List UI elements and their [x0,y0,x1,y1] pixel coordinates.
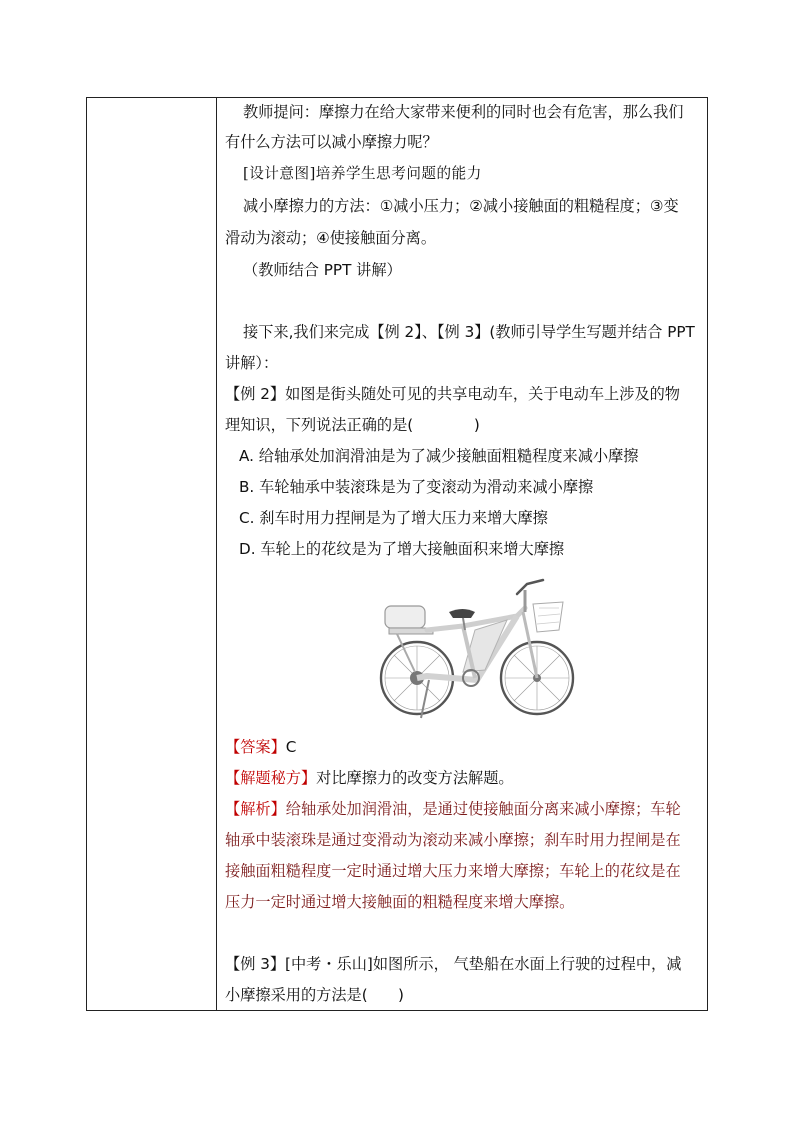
example2-text: 如图是街头随处可见的共享电动车，关于电动车上涉及的物 [285,385,680,403]
solution-tip-line [225,768,699,788]
right-column-cell [217,98,707,1010]
example3-line2: 小摩擦采用的方法是( ) [225,986,404,1004]
example2-line2: 理知识，下列说法正确的是( ) [225,416,480,434]
methods-line2: 滑动为滚动；④使接触面分离。 [225,229,437,247]
option-b: B. 车轮轴承中装滚珠是为了变滚动为滑动来减小摩擦 [239,478,594,496]
answer-tag: 【答案】 [225,738,286,756]
analysis-tag: 【解析】 [225,800,286,818]
solution-tip-text: 对比摩擦力的改变方法解题。 [316,769,514,787]
lesson-table [86,97,708,1011]
solution-tip-tag: 【解题秘方】 [225,769,317,787]
example2-line1 [225,384,699,404]
teacher-question-line1: 教师提问：摩擦力在给大家带来便利的同时也会有危害，那么我们 [243,103,684,121]
ppt-note: （教师结合 PPT 讲解） [243,261,402,279]
analysis-text-1: 给轴承处加润滑油，是通过使接触面分离来减小摩擦；车轮 [285,800,681,818]
electric-bike-image [367,568,589,728]
analysis-line4: 压力一定时通过增大接触面的粗糙程度来增大摩擦。 [225,893,575,911]
analysis-line3: 接触面粗糙程度一定时通过增大压力来增大摩擦；车轮上的花纹是在 [225,862,681,880]
next-line1: 接下来,我们来完成【例 2】、【例 3】(教师引导学生写题并结合 PPT [243,323,695,341]
analysis-line2: 轴承中装滚珠是通过变滑动为滚动来减小摩擦；刹车时用力捏闸是在 [225,831,681,849]
next-line2: 讲解）： [225,354,279,372]
option-a: A. 给轴承处加润滑油是为了减少接触面粗糙程度来减小摩擦 [239,447,639,465]
teacher-question-line2: 有什么方法可以减小摩擦力呢？ [225,133,438,151]
answer-value: C [285,738,297,756]
design-intent: [设计意图]培养学生思考问题的能力 [243,165,482,182]
option-d: D. 车轮上的花纹是为了增大接触面积来增大摩擦 [239,540,565,558]
answer-line [225,737,699,757]
example3-line1: 【例 3】[中考・乐山]如图所示， 气垫船在水面上行驶的过程中，减 [225,955,682,973]
option-c: C. 刹车时用力捏闸是为了增大压力来增大摩擦 [239,509,548,527]
analysis-line1 [225,799,699,819]
methods-line1: 减小摩擦力的方法：①减小压力；②减小接触面的粗糙程度；③变 [243,197,679,215]
example2-tag: 【例 2】 [225,385,286,403]
left-column-cell [87,98,217,1010]
